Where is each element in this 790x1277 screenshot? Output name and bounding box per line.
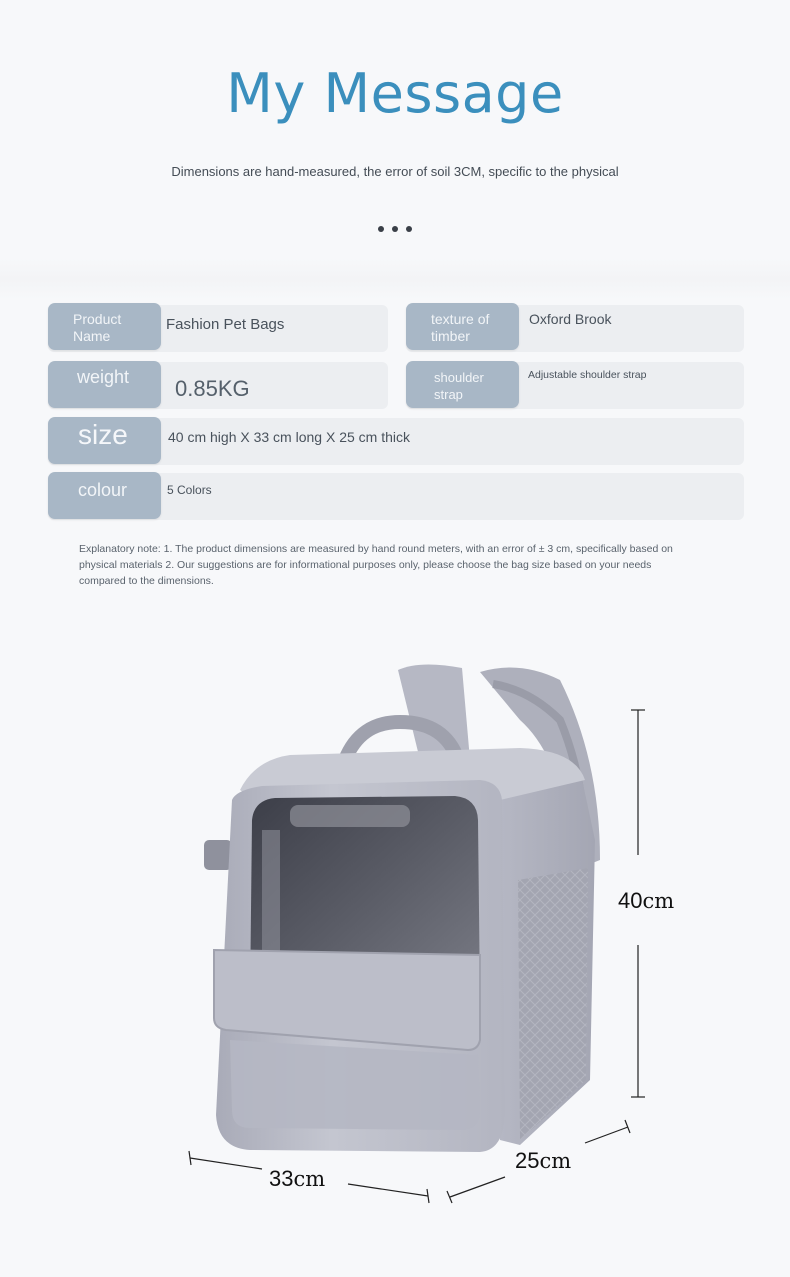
length-dimension-label: 33cm: [269, 1166, 326, 1191]
size-label: size: [48, 417, 161, 464]
weight-label: weight: [48, 361, 161, 408]
colour-label: colour: [48, 472, 161, 519]
product-name-label: Product Name: [48, 303, 161, 350]
page-title: My Message: [226, 62, 564, 125]
texture-value: Oxford Brook: [529, 311, 612, 327]
explanatory-note: Explanatory note: 1. The product dimensions are measured by hand round meters, with an error of ± 3 cm, specifically based on physical materials 2. Our suggestions are for informational purposes only, please choose the bag size based on your needs compared to the dimensions.: [79, 543, 673, 587]
thickness-dimension-label: 25cm: [515, 1148, 572, 1173]
product-name-value: Fashion Pet Bags: [166, 316, 285, 333]
strap-value: Adjustable shoulder strap: [528, 369, 647, 381]
weight-value: 0.85KG: [175, 376, 250, 401]
strap-label: shoulder strap: [406, 361, 519, 408]
height-dimension-label: 40cm: [618, 888, 675, 913]
texture-label: texture of timber: [406, 303, 519, 350]
size-value: 40 cm high X 33 cm long X 25 cm thick: [168, 429, 410, 445]
page-subtitle: Dimensions are hand-measured, the error of soil 3CM, specific to the physical: [171, 164, 619, 179]
colour-value: 5 Colors: [167, 483, 212, 497]
